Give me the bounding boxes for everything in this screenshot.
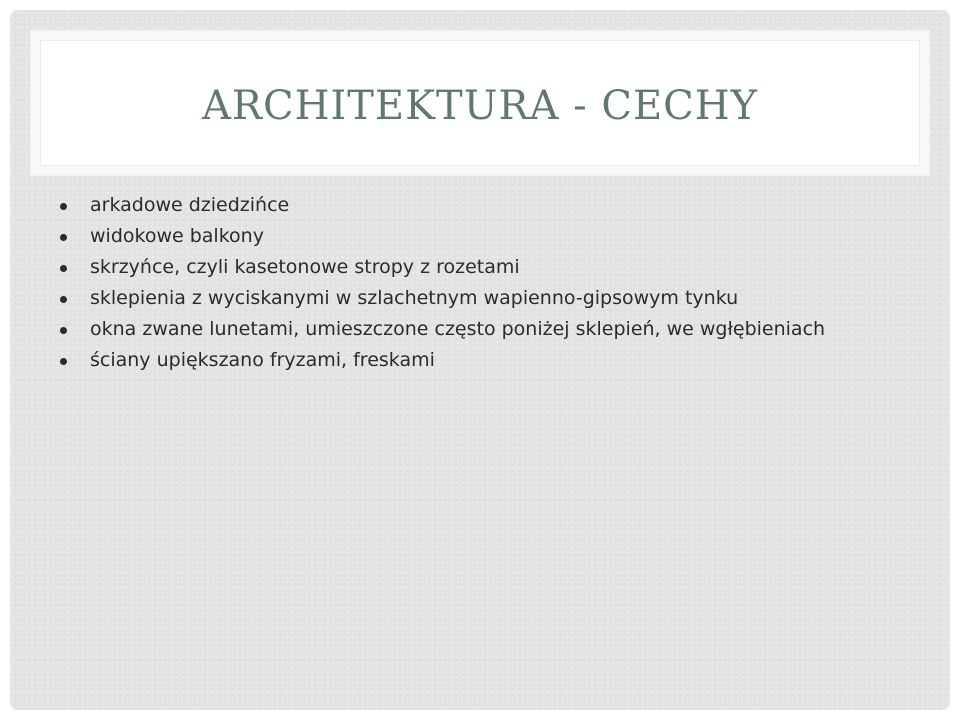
bullet-item: [60, 221, 920, 252]
bullet-dot-icon: [60, 265, 67, 272]
bullet-text: sklepienia z wyciskanymi w szlachetnym wapienno-gipsowym tynku: [90, 287, 739, 309]
bullet-dot-icon: [60, 358, 67, 365]
title-box: [40, 40, 920, 166]
bullet-text: widokowe balkony: [90, 225, 264, 247]
bullet-item: [60, 283, 920, 314]
bullet-dot-icon: [60, 296, 67, 303]
bullet-item: [60, 314, 920, 345]
bullet-text: skrzyńce, czyli kasetonowe stropy z rozetami: [90, 256, 520, 278]
title-frame: [30, 30, 930, 176]
bullet-text: ściany upiększano fryzami, freskami: [90, 349, 435, 371]
bullet-dot-icon: [60, 203, 67, 210]
bullet-text: arkadowe dziedzińce: [90, 194, 290, 216]
bullet-item: [60, 345, 920, 376]
bullet-list: [60, 190, 920, 376]
slide-title: ARCHITEKTURA - CECHY: [201, 83, 759, 129]
slide: [10, 10, 950, 710]
bullet-dot-icon: [60, 234, 67, 241]
bullet-text: okna zwane lunetami, umieszczone często poniżej sklepień, we wgłębieniach: [90, 318, 826, 340]
bullet-item: [60, 190, 920, 221]
bullet-dot-icon: [60, 327, 67, 334]
bullet-item: [60, 252, 920, 283]
